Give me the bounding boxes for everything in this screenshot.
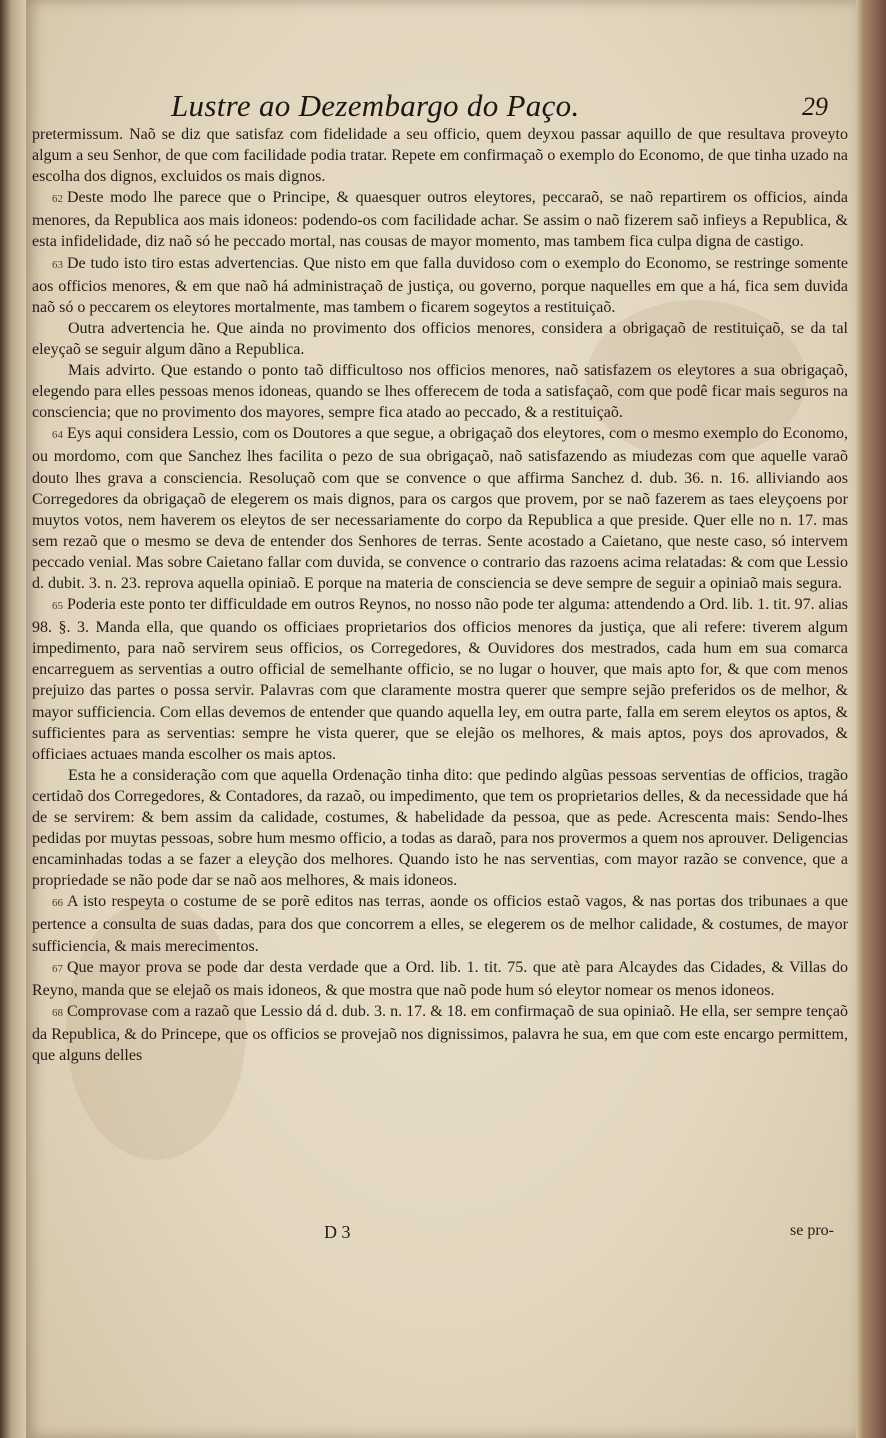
paragraph-continuation bbox=[32, 124, 848, 187]
paragraph bbox=[32, 765, 848, 892]
book-page bbox=[26, 0, 856, 1438]
paragraph-text: Comprovase com a razaõ que Lessio dá d. dub. 3. n. 17. & 18. em confirmaçaõ de sua opiniaõ. He ella, ser sempre tençaõ da Republica, & do Princepe, que os officios se provejaõ nos dignissimos, palavra he sua, em que com este encargo permittem, que alguns delles bbox=[32, 1002, 848, 1065]
paragraph-number: 67 bbox=[52, 962, 63, 975]
paragraph-65 bbox=[32, 594, 848, 765]
paragraph bbox=[32, 360, 848, 423]
paragraph-text: Outra advertencia he. Que ainda no provimento dos officios menores, considera a obrigaçaõ de restituiçaõ, se da tal eleyçaõ se seguir algum dãno a Republica. bbox=[32, 319, 848, 358]
body-text bbox=[32, 124, 848, 1066]
paragraph-text: Poderia este ponto ter difficuldade em outros Reynos, no nosso não pode ter alguma: attendendo a Ord. lib. 1. tit. 97. alias 98. §. 3. Manda ella, que quando os officiaes proprietarios dos officios menores da justiça, que ali refere: tiverem algum impedimento, para naõ servirem seus officios, os Corregedores, & Ouvidores dos mestrados, cada hum em sua comarca encarreguem as serventias a outro official de semelhante officio, se no lugar o houver, que mais apto for, & que com menos prejuizo das partes o possa servir. Palavras com que claramente mostra querer que sempre sejão preferidos os de melhor, & mayor sufficiencia. Com ellas devemos de entender que quando aquella ley, em outra parte, falla em serem eleytos os aptos, & sufficientes para as serventias: sempre he vista querer, que se elejão os melhores, & mais aptos, poys dos aprovados, & officiaes actuaes manda escolher os mais aptos. bbox=[32, 596, 848, 763]
catchword: se pro- bbox=[790, 1222, 834, 1239]
paragraph-number: 63 bbox=[52, 258, 63, 271]
paragraph-number: 65 bbox=[52, 600, 63, 613]
paragraph-62 bbox=[32, 187, 848, 252]
paragraph-text: Que mayor prova se pode dar desta verdade que a Ord. lib. 1. tit. 75. que atè para Alcaydes das Cidades, & Villas do Reyno, manda que se elejaõ os mais idoneos, & que mostra que naõ pode hum só eleytor nomear os menos idoneos. bbox=[32, 958, 848, 999]
paragraph-text: Esta he a consideração com que aquella Ordenação tinha dito: que pedindo algũas pessoas serventias de officios, tragão certidaõ dos Corregedores, & Contadores, da razaõ, ou impedimento, que tem os proprietarios delles, & da necessidade que há de se servirem: & bem assim da calidade, costumes, & habelidade da pessoa, que as pede. Acrescenta mais: Sendo-lhes pedidas por muytas pessoas, sobre hum mesmo officio, a todas as daraõ, para nos provermos a quem nos aprouver. Deligencias encaminhadas todas a se fazer a eleyção dos melhores. Quando isto he nas serventias, com mayor razão se convence, que a propriedade se não pode dar se naõ aos melhores, & mais idoneos. bbox=[32, 766, 848, 890]
paragraph-67 bbox=[32, 957, 848, 1001]
paragraph-text: A isto respeyta o costume de se porẽ editos nas terras, aonde os officios estaõ vagos, & nas portas dos tribunaes a que pertence a consulta de suas dadas, para dos que concorrem a elles, se elegerem os de melhor calidade, & costumes, de mayor sufficiencia, & mais merecimentos. bbox=[32, 893, 848, 955]
paragraph-text: Mais advirto. Que estando o ponto taõ difficultoso nos officios menores, naõ satisfazem os eleytores a sua obrigaçaõ, elegendo para elles pessoas menos idoneas, quando se lhes offerecem de toda a satisfaçaõ, com que podê ficar mais seguros na consciencia; que no provimento dos mayores, sempre fica atado ao peccado, & a restituiçaõ. bbox=[32, 362, 848, 422]
paragraph-number: 68 bbox=[52, 1006, 63, 1019]
paragraph-text: De tudo isto tiro estas advertencias. Que nisto em que falla duvidoso com o exemplo do Economo, se restringe somente aos officios menores, & em que naõ há administraçaõ de justiça, ou governo, porque naquelles em que a há, fica sem duvida naõ só o peccarem os eleytores mortalmente, mas tambem o ficarem sogeytos a restituiçaõ. bbox=[32, 254, 848, 316]
paragraph-64 bbox=[32, 423, 848, 594]
paragraph-number: 66 bbox=[52, 897, 63, 910]
paragraph-text: Deste modo lhe parece que o Principe, & quaesquer outros eleytores, peccaraõ, se naõ repartirem os officios, ainda menores, da Republica aos mais idoneos: podendo-os com facilidade achar. Se assim o naõ fizerem saõ infieys a Republica, & esta infidelidade, diz naõ só he peccado mortal, nas cousas de mayor momento, mas tambem fica culpa digna de castigo. bbox=[32, 189, 848, 251]
book-edge-right bbox=[856, 0, 886, 1438]
previous-page-edge bbox=[0, 0, 26, 1438]
paragraph-text: pretermissum. Naõ se diz que satisfaz com fidelidade a seu officio, quem deyxou passar aquillo de que resultava proveyto algum a seu Senhor, de que com facilidade podia tratar. Repete em confirmaçaõ o exemplo do Economo, de que tinha uzado na escolha dos dignos, excluidos os mais dignos. bbox=[32, 126, 848, 186]
signature-mark: D 3 bbox=[324, 1222, 351, 1242]
paragraph-number: 64 bbox=[52, 429, 63, 442]
paragraph-66 bbox=[32, 891, 848, 956]
paragraph-text: Eys aqui considera Lessio, com os Doutores a que segue, a obrigaçaõ dos eleytores, com o mesmo exemplo do Economo, ou mordomo, com que Sanchez lhes facilita o pezo de sua obrigaçaõ, naõ satisfazendo as miudezas com que aquelle varaõ douto lhes grava a consciencia. Resoluçaõ com que se convence o que affirma Sanchez d. dub. 36. n. 16. alliviando aos Corregedores da obrigaçaõ de elegerem os mais dignos, para os cargos que provem, por se naõ fazerem as taes eleyçoens por muytos votos, nem haverem os eleytos de ser necessariamente do corpo da Republica a que preside. Quer elle no n. 17. mas sem rezaõ que o mesmo se deva de entender dos Senhores de terras. Sente acostado a Caietano, que neste caso, só intervem peccado venial. Mas sobre Caietano fallar com duvida, se convence o contrario das razoens acima relatadas: & com que Lessio d. dubit. 3. n. 23. reprova aquella opiniaõ. E porque na materia de consciencia se deve sempre de seguir a opiniaõ mais segura. bbox=[32, 425, 848, 592]
paragraph-68 bbox=[32, 1001, 848, 1066]
page-footer bbox=[26, 1222, 856, 1246]
paragraph-63 bbox=[32, 253, 848, 318]
page-number: 29 bbox=[802, 92, 828, 121]
paragraph bbox=[32, 318, 848, 360]
running-title: Lustre ao Dezembargo do Paço. bbox=[171, 88, 580, 123]
paragraph-number: 62 bbox=[52, 193, 63, 206]
